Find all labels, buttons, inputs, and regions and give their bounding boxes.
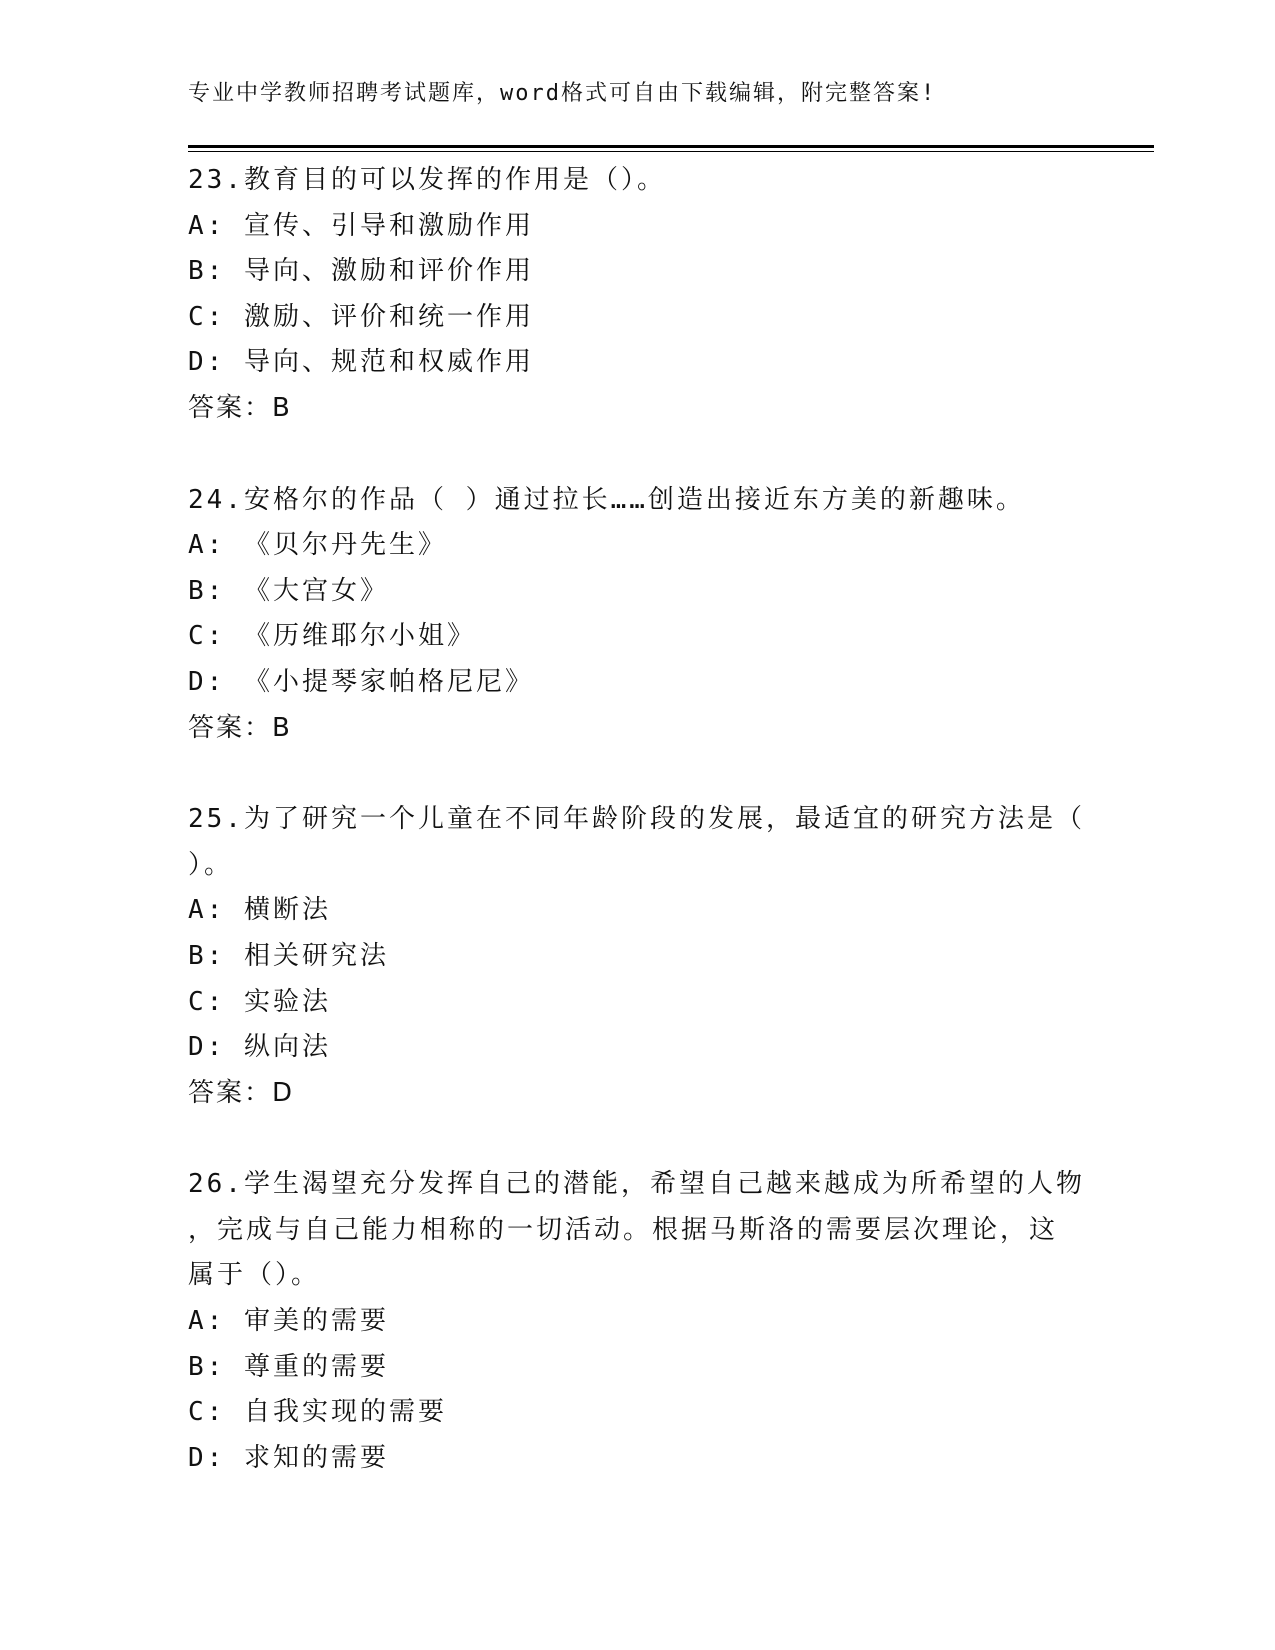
option-b: B: 相关研究法 <box>188 940 389 971</box>
question-stem-continued: 属于（）。 <box>188 1260 321 1291</box>
option-a: A: 《贝尔丹先生》 <box>188 530 447 561</box>
option-b: B: 《大宫女》 <box>188 575 389 606</box>
option-d: D: 《小提琴家帕格尼尼》 <box>188 666 534 697</box>
question-stem: 23.教育目的可以发挥的作用是（）。 <box>188 165 666 195</box>
question-stem: 25.为了研究一个儿童在不同年龄阶段的发展，最适宜的研究方法是（ <box>188 804 1085 835</box>
answer-label: 答案：B <box>188 392 292 423</box>
page-header: 专业中学教师招聘考试题库，word格式可自由下载编辑，附完整答案! <box>188 81 937 106</box>
answer-label: 答案：B <box>188 712 292 743</box>
header-rule-thin <box>188 151 1154 152</box>
option-d: D: 求知的需要 <box>188 1442 389 1473</box>
option-c: C: 《历维耶尔小姐》 <box>188 621 476 652</box>
question-stem-continued: ）。 <box>188 849 234 880</box>
question-list <box>188 158 1088 1527</box>
answer-label: 答案：D <box>188 1077 295 1108</box>
question-stem-continued: ，完成与自己能力相称的一切活动。根据马斯洛的需要层次理论，这 <box>188 1214 1059 1245</box>
option-c: C: 自我实现的需要 <box>188 1397 447 1428</box>
option-b: B: 尊重的需要 <box>188 1351 389 1382</box>
option-a: A: 审美的需要 <box>188 1306 389 1337</box>
question-25 <box>188 797 1088 1116</box>
option-a: A: 横断法 <box>188 895 331 926</box>
question-26 <box>188 1162 1088 1481</box>
question-stem: 24.安格尔的作品（ ）通过拉长……创造出接近东方美的新趣味。 <box>188 484 1025 515</box>
option-b: B: 导向、激励和评价作用 <box>188 256 534 287</box>
option-c: C: 激励、评价和统一作用 <box>188 301 534 332</box>
question-24 <box>188 478 1088 752</box>
option-d: D: 纵向法 <box>188 1032 331 1063</box>
question-stem: 26.学生渴望充分发挥自己的潜能，希望自己越来越成为所希望的人物 <box>188 1169 1085 1200</box>
option-d: D: 导向、规范和权威作用 <box>188 347 534 378</box>
header-rule-thick <box>188 145 1154 148</box>
question-23 <box>188 158 1088 432</box>
option-a: A: 宣传、引导和激励作用 <box>188 210 534 241</box>
option-c: C: 实验法 <box>188 986 331 1017</box>
